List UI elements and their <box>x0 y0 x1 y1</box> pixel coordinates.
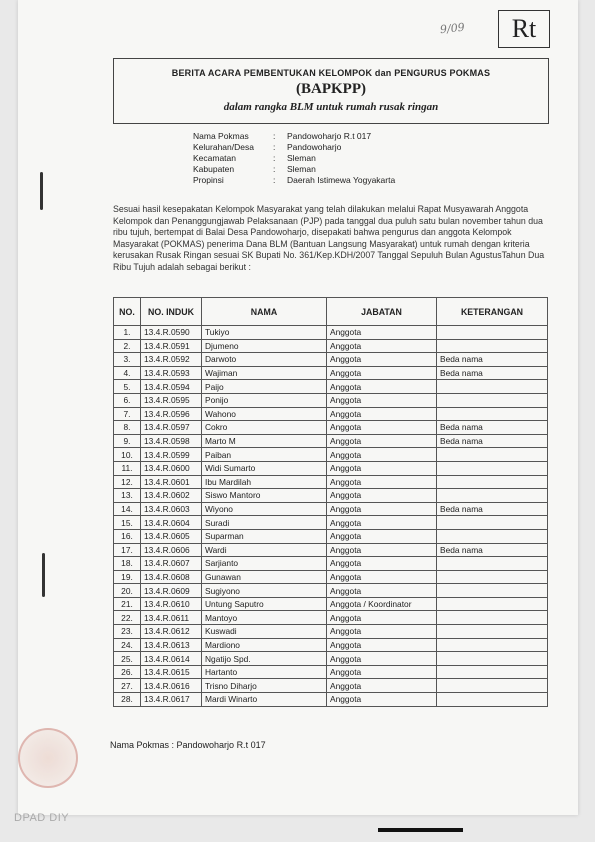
cell-jabatan: Anggota <box>327 475 437 489</box>
binder-hole-mark <box>42 553 45 597</box>
info-colon: : <box>273 153 276 163</box>
cell-nama: Ngatijo Spd. <box>202 652 327 666</box>
cell-nama: Trisno Diharjo <box>202 679 327 693</box>
cell-no-induk: 13.4.R.0612 <box>141 625 202 639</box>
cell-keterangan: Beda nama <box>437 421 548 435</box>
cell-no: 14. <box>114 502 141 516</box>
cell-no: 24. <box>114 638 141 652</box>
cell-no: 27. <box>114 679 141 693</box>
cell-no: 10. <box>114 448 141 462</box>
cell-nama: Mardiono <box>202 638 327 652</box>
cell-no: 1. <box>114 326 141 340</box>
cell-no-induk: 13.4.R.0600 <box>141 461 202 475</box>
cell-no-induk: 13.4.R.0606 <box>141 543 202 557</box>
cell-keterangan <box>437 326 548 340</box>
info-value: Sleman <box>287 153 316 163</box>
cell-keterangan <box>437 557 548 571</box>
cell-no-induk: 13.4.R.0598 <box>141 434 202 448</box>
cell-jabatan: Anggota <box>327 380 437 394</box>
cell-no-induk: 13.4.R.0607 <box>141 557 202 571</box>
info-label: Kecamatan <box>193 153 236 163</box>
table-row <box>114 679 548 693</box>
cell-keterangan: Beda nama <box>437 502 548 516</box>
cell-no: 25. <box>114 652 141 666</box>
cell-jabatan: Anggota <box>327 693 437 707</box>
cell-keterangan <box>437 570 548 584</box>
info-colon: : <box>273 142 276 152</box>
cell-no-induk: 13.4.R.0591 <box>141 339 202 353</box>
table-row <box>114 448 548 462</box>
cell-keterangan <box>437 461 548 475</box>
cell-keterangan: Beda nama <box>437 434 548 448</box>
cell-jabatan: Anggota <box>327 665 437 679</box>
cell-jabatan: Anggota <box>327 652 437 666</box>
info-row <box>193 131 395 142</box>
info-label: Kelurahan/Desa <box>193 142 254 152</box>
table-row <box>114 516 548 530</box>
table-row <box>114 638 548 652</box>
cell-no: 2. <box>114 339 141 353</box>
cell-no: 4. <box>114 366 141 380</box>
cell-no-induk: 13.4.R.0604 <box>141 516 202 530</box>
cell-keterangan <box>437 652 548 666</box>
info-row <box>193 142 395 153</box>
cell-no-induk: 13.4.R.0603 <box>141 502 202 516</box>
cell-nama: Siswo Mantoro <box>202 489 327 503</box>
info-row <box>193 175 395 186</box>
cell-no: 12. <box>114 475 141 489</box>
cell-no: 3. <box>114 353 141 367</box>
table-row <box>114 353 548 367</box>
cell-keterangan <box>437 393 548 407</box>
cell-keterangan <box>437 638 548 652</box>
table-row <box>114 326 548 340</box>
pokmas-info <box>193 131 395 186</box>
table-row <box>114 529 548 543</box>
handwritten-note: 9/09 <box>439 20 466 37</box>
cell-no-induk: 13.4.R.0613 <box>141 638 202 652</box>
table-row <box>114 393 548 407</box>
cell-jabatan: Anggota <box>327 326 437 340</box>
cell-nama: Ponijo <box>202 393 327 407</box>
table-row <box>114 380 548 394</box>
cell-nama: Gunawan <box>202 570 327 584</box>
info-value: Sleman <box>287 164 316 174</box>
cell-no-induk: 13.4.R.0605 <box>141 529 202 543</box>
cell-keterangan <box>437 625 548 639</box>
cell-jabatan: Anggota <box>327 366 437 380</box>
cell-no: 6. <box>114 393 141 407</box>
cell-no-induk: 13.4.R.0602 <box>141 489 202 503</box>
cell-no-induk: 13.4.R.0593 <box>141 366 202 380</box>
cell-no: 26. <box>114 665 141 679</box>
cell-no-induk: 13.4.R.0601 <box>141 475 202 489</box>
cell-nama: Mantoyo <box>202 611 327 625</box>
table-row <box>114 489 548 503</box>
cell-no: 23. <box>114 625 141 639</box>
cell-jabatan: Anggota / Koordinator <box>327 597 437 611</box>
cell-nama: Tukiyo <box>202 326 327 340</box>
cell-nama: Widi Sumarto <box>202 461 327 475</box>
cell-keterangan <box>437 516 548 530</box>
cell-no: 22. <box>114 611 141 625</box>
table-row <box>114 625 548 639</box>
table-row <box>114 475 548 489</box>
cell-no: 21. <box>114 597 141 611</box>
table-row <box>114 665 548 679</box>
cell-no-induk: 13.4.R.0616 <box>141 679 202 693</box>
intro-paragraph: Sesuai hasil kesepakatan Kelompok Masyarakat yang telah dilakukan melalui Rapat Musyawarah Anggota Kelompok dan Penanggungjawab Pelaksanaan (PJP) pada tanggal dua puluh satu bulan november tahun dua ribu tujuh, bertempat di Balai Desa Pandowoharjo, disepakati bahwa pengurus dan anggota Kelompok Masyarakat (POKMAS) penerima Dana BLM (Bantuan Langsung Masyarakat) untuk rumah dengan kriteria kerusakan Rusak Ringan sesuai SK Bupati No. 361/Kep.KDH/2007 Tanggal Sepuluh Bulan AgustusTahun Dua Ribu Tujuh adalah sebagai berikut : <box>113 204 545 272</box>
header-nama: NAMA <box>202 298 327 326</box>
cell-no-induk: 13.4.R.0595 <box>141 393 202 407</box>
cell-no-induk: 13.4.R.0614 <box>141 652 202 666</box>
table-row <box>114 543 548 557</box>
cell-nama: Djumeno <box>202 339 327 353</box>
cell-no: 19. <box>114 570 141 584</box>
cell-keterangan <box>437 679 548 693</box>
cell-keterangan <box>437 611 548 625</box>
cell-jabatan: Anggota <box>327 407 437 421</box>
header-keterangan: KETERANGAN <box>437 298 548 326</box>
cell-nama: Sugiyono <box>202 584 327 598</box>
title-acronym: (BAPKPP) <box>296 81 366 97</box>
table-row <box>114 434 548 448</box>
cell-jabatan: Anggota <box>327 489 437 503</box>
cell-no: 9. <box>114 434 141 448</box>
info-value: Daerah Istimewa Yogyakarta <box>287 175 396 185</box>
cell-no-induk: 13.4.R.0597 <box>141 421 202 435</box>
info-colon: : <box>273 175 276 185</box>
table-row <box>114 611 548 625</box>
cell-jabatan: Anggota <box>327 611 437 625</box>
title-subtitle: dalam rangka BLM untuk rumah rusak ringan <box>223 101 439 113</box>
cell-keterangan <box>437 665 548 679</box>
cell-keterangan <box>437 339 548 353</box>
info-colon: : <box>273 164 276 174</box>
cell-keterangan <box>437 597 548 611</box>
title-box <box>113 58 549 124</box>
footer-pokmas-name: Nama Pokmas : Pandowoharjo R.t 017 <box>110 740 266 750</box>
watermark: DPAD DIY <box>14 812 70 824</box>
cell-keterangan <box>437 380 548 394</box>
table-row <box>114 584 548 598</box>
table-row <box>114 366 548 380</box>
cell-nama: Kuswadi <box>202 625 327 639</box>
cell-jabatan: Anggota <box>327 339 437 353</box>
cell-jabatan: Anggota <box>327 393 437 407</box>
table-row <box>114 597 548 611</box>
cell-jabatan: Anggota <box>327 570 437 584</box>
cell-no-induk: 13.4.R.0611 <box>141 611 202 625</box>
cell-no-induk: 13.4.R.0599 <box>141 448 202 462</box>
cell-no-induk: 13.4.R.0590 <box>141 326 202 340</box>
rt-label-box: Rt <box>498 10 550 48</box>
scan-edge-bar <box>378 828 463 832</box>
table-row <box>114 339 548 353</box>
cell-jabatan: Anggota <box>327 584 437 598</box>
cell-no: 11. <box>114 461 141 475</box>
cell-jabatan: Anggota <box>327 557 437 571</box>
cell-keterangan <box>437 529 548 543</box>
header-jabatan: JABATAN <box>327 298 437 326</box>
cell-no: 28. <box>114 693 141 707</box>
cell-no: 7. <box>114 407 141 421</box>
cell-no: 15. <box>114 516 141 530</box>
cell-keterangan <box>437 475 548 489</box>
cell-keterangan: Beda nama <box>437 366 548 380</box>
table-row <box>114 502 548 516</box>
title-line: BERITA ACARA PEMBENTUKAN KELOMPOK dan PENGURUS POKMAS <box>171 68 491 78</box>
cell-nama: Paiban <box>202 448 327 462</box>
cell-nama: Marto M <box>202 434 327 448</box>
cell-jabatan: Anggota <box>327 448 437 462</box>
cell-nama: Untung Saputro <box>202 597 327 611</box>
cell-no-induk: 13.4.R.0594 <box>141 380 202 394</box>
table-body <box>114 326 548 707</box>
cell-keterangan <box>437 407 548 421</box>
cell-jabatan: Anggota <box>327 638 437 652</box>
cell-jabatan: Anggota <box>327 461 437 475</box>
cell-no: 13. <box>114 489 141 503</box>
cell-no: 5. <box>114 380 141 394</box>
table-row <box>114 407 548 421</box>
cell-nama: Wiyono <box>202 502 327 516</box>
cell-jabatan: Anggota <box>327 434 437 448</box>
cell-no-induk: 13.4.R.0609 <box>141 584 202 598</box>
cell-jabatan: Anggota <box>327 679 437 693</box>
cell-jabatan: Anggota <box>327 543 437 557</box>
cell-no-induk: 13.4.R.0592 <box>141 353 202 367</box>
cell-no-induk: 13.4.R.0596 <box>141 407 202 421</box>
binder-hole-mark <box>40 172 43 210</box>
cell-keterangan <box>437 693 548 707</box>
cell-nama: Mardi Winarto <box>202 693 327 707</box>
cell-no-induk: 13.4.R.0615 <box>141 665 202 679</box>
cell-jabatan: Anggota <box>327 516 437 530</box>
cell-keterangan <box>437 584 548 598</box>
cell-jabatan: Anggota <box>327 421 437 435</box>
info-label: Kabupaten <box>193 164 235 174</box>
cell-no: 16. <box>114 529 141 543</box>
cell-jabatan: Anggota <box>327 529 437 543</box>
cell-no: 8. <box>114 421 141 435</box>
table-row <box>114 570 548 584</box>
cell-jabatan: Anggota <box>327 353 437 367</box>
cell-no-induk: 13.4.R.0608 <box>141 570 202 584</box>
cell-no: 18. <box>114 557 141 571</box>
cell-no: 17. <box>114 543 141 557</box>
cell-nama: Hartanto <box>202 665 327 679</box>
table-header-row <box>114 298 548 326</box>
cell-keterangan <box>437 489 548 503</box>
cell-nama: Wajiman <box>202 366 327 380</box>
member-table <box>113 297 548 707</box>
info-row <box>193 164 395 175</box>
cell-nama: Suradi <box>202 516 327 530</box>
info-colon: : <box>273 131 276 141</box>
cell-nama: Wahono <box>202 407 327 421</box>
header-no-induk: NO. INDUK <box>141 298 202 326</box>
cell-no: 20. <box>114 584 141 598</box>
cell-nama: Ibu Mardilah <box>202 475 327 489</box>
table-row <box>114 461 548 475</box>
cell-jabatan: Anggota <box>327 502 437 516</box>
cell-no-induk: 13.4.R.0610 <box>141 597 202 611</box>
cell-nama: Cokro <box>202 421 327 435</box>
info-row <box>193 153 395 164</box>
table-row <box>114 557 548 571</box>
cell-nama: Paijo <box>202 380 327 394</box>
seal-logo <box>18 728 78 788</box>
cell-nama: Darwoto <box>202 353 327 367</box>
cell-no-induk: 13.4.R.0617 <box>141 693 202 707</box>
info-label: Nama Pokmas <box>193 131 249 141</box>
cell-keterangan <box>437 448 548 462</box>
table-row <box>114 421 548 435</box>
cell-nama: Sarjianto <box>202 557 327 571</box>
cell-jabatan: Anggota <box>327 625 437 639</box>
info-value: Pandowoharjo <box>287 142 342 152</box>
cell-keterangan: Beda nama <box>437 543 548 557</box>
header-no: NO. <box>114 298 141 326</box>
table-row <box>114 693 548 707</box>
info-label: Propinsi <box>193 175 224 185</box>
cell-nama: Wardi <box>202 543 327 557</box>
table-row <box>114 652 548 666</box>
cell-nama: Suparman <box>202 529 327 543</box>
info-value: Pandowoharjo R.t 017 <box>287 131 372 141</box>
cell-keterangan: Beda nama <box>437 353 548 367</box>
